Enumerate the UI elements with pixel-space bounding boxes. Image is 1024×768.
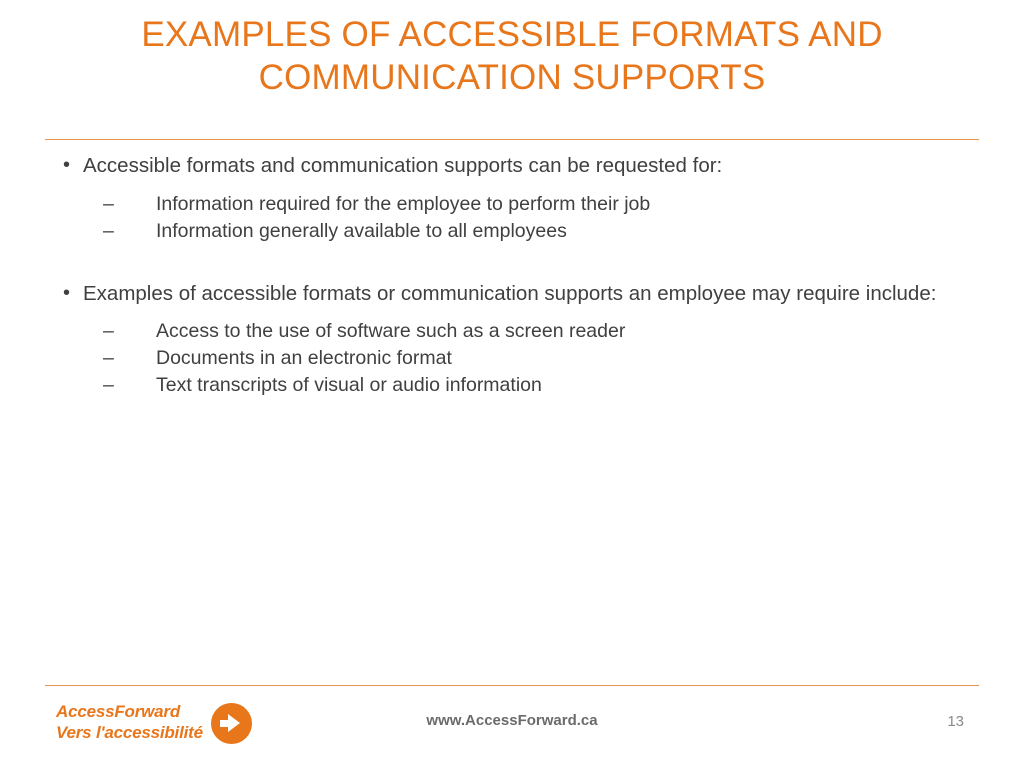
list-item-text: Information generally available to all employees (156, 219, 567, 242)
dash-marker: – (103, 347, 114, 370)
page-title (48, 14, 976, 99)
list-item (45, 373, 979, 399)
logo-line-2: Vers l'accessibilité (56, 723, 203, 742)
list-item (45, 319, 979, 345)
list-item-text: Text transcripts of visual or audio information (156, 374, 542, 397)
list-item (45, 280, 979, 308)
spacer (45, 311, 979, 319)
dash-marker: – (103, 374, 114, 397)
dash-marker: – (103, 219, 114, 242)
dash-marker: – (103, 192, 114, 215)
page-number: 13 (947, 713, 964, 730)
list-item (45, 219, 979, 245)
slide-body (45, 152, 979, 400)
page-title-line-1: EXAMPLES OF ACCESSIBLE FORMATS AND (141, 15, 883, 54)
logo-line-1: AccessForward (56, 702, 181, 722)
list-item-text: Examples of accessible formats or communication supports an employee may require include: (83, 281, 937, 305)
list-item-text: Documents in an electronic format (156, 347, 452, 370)
list-item-text: Access to the use of software such as a screen reader (156, 320, 626, 343)
bullet-marker: • (63, 281, 71, 304)
page-title-line-2: COMMUNICATION SUPPORTS (258, 57, 766, 97)
list-item-text: Information required for the employee to perform their job (156, 192, 651, 215)
dash-marker: – (103, 320, 114, 343)
spacer (45, 246, 979, 280)
bullet-marker: • (63, 154, 71, 176)
divider-bottom (45, 685, 979, 686)
list-item-text: Accessible formats and communication supports can be requested for: (83, 154, 723, 177)
divider-top (45, 139, 979, 140)
footer-website-url[interactable]: www.AccessForward.ca (426, 712, 598, 729)
list-item (45, 346, 979, 372)
spacer (45, 184, 979, 192)
list-item (45, 192, 979, 218)
list-item (45, 152, 979, 180)
